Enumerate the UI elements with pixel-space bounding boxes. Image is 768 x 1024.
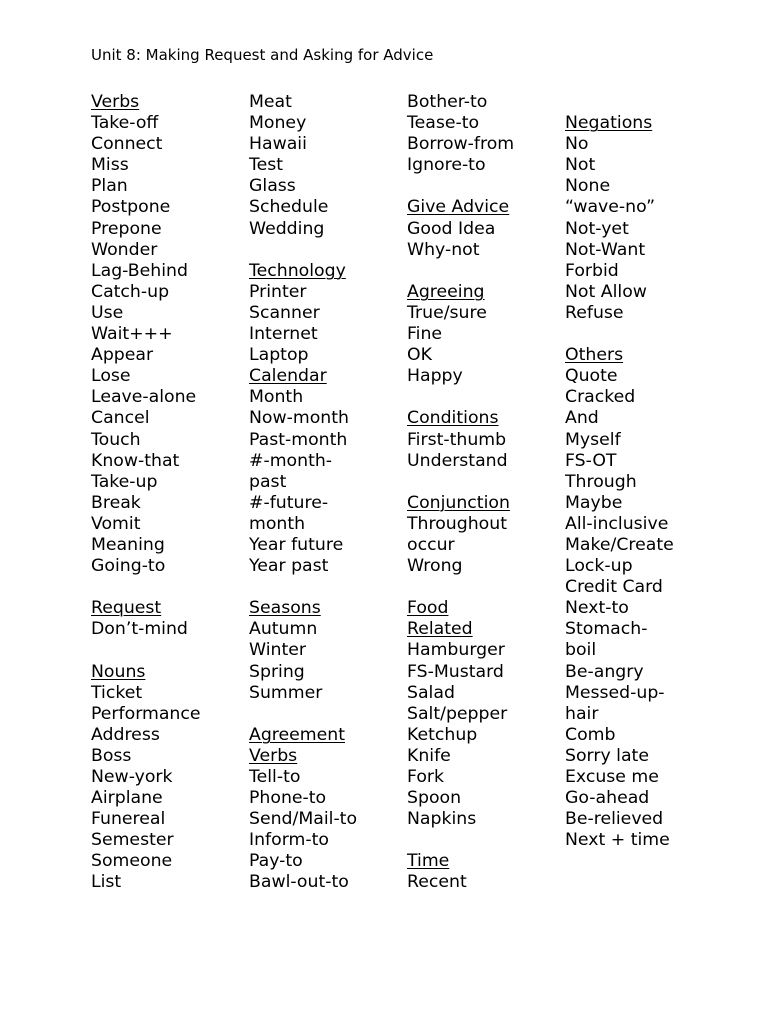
vocab-word: Vomit	[91, 513, 141, 534]
blank-line	[407, 577, 514, 598]
vocab-word: Napkins	[407, 809, 477, 830]
section-heading: Seasons	[249, 598, 321, 619]
vocab-word: Tease-to	[407, 113, 480, 134]
vocab-word: List	[91, 872, 122, 893]
vocab-word: Autumn	[249, 619, 318, 640]
vocab-word: Now-month	[249, 408, 349, 429]
vocab-word: Take-up	[91, 471, 158, 492]
vocab-word: Salt/pepper	[407, 703, 508, 724]
vocab-word: None	[565, 176, 611, 197]
vocab-word: Funereal	[91, 809, 166, 830]
vocab-word: month	[249, 513, 306, 534]
vocab-word: Catch-up	[91, 281, 170, 302]
blank-line	[407, 387, 514, 408]
vocab-word: First-thumb	[407, 429, 507, 450]
vocab-word: Glass	[249, 176, 296, 197]
vocab-word: Phone-to	[249, 788, 327, 809]
vocab-word: Laptop	[249, 345, 309, 366]
vocab-word: Ignore-to	[407, 155, 486, 176]
vocab-word: Bawl-out-to	[249, 872, 349, 893]
vocab-word: Lag-Behind	[91, 260, 188, 281]
vocab-word: Excuse me	[565, 767, 659, 787]
vocab-word: Not	[565, 155, 596, 176]
vocab-word: Take-off	[91, 113, 159, 134]
vocab-word: Don’t-mind	[91, 619, 188, 640]
vocab-word: “wave-no”	[565, 197, 656, 218]
section-heading: Food	[407, 598, 449, 619]
vocab-word: hair	[565, 703, 599, 724]
section-heading: Conjunction	[407, 492, 510, 513]
blank-line	[249, 240, 357, 261]
vocab-word: Inform-to	[249, 830, 329, 851]
vocab-word: Through	[565, 471, 637, 492]
blank-line	[249, 704, 357, 725]
vocab-word: Summer	[249, 682, 323, 703]
vocab-word: Year future	[249, 534, 344, 555]
section-heading: Conditions	[407, 408, 499, 429]
vocab-word: No	[565, 134, 589, 155]
vocab-word: Comb	[565, 724, 616, 745]
vocab-word: Wedding	[249, 218, 325, 239]
section-heading: Others	[565, 345, 624, 366]
vocab-word: Leave-alone	[91, 387, 197, 408]
vocab-word: Sorry late	[565, 745, 649, 766]
vocab-word: Why-not	[407, 239, 480, 260]
vocab-word: Go-ahead	[565, 788, 650, 809]
vocab-word: Knife	[407, 745, 451, 766]
vocab-column-4	[565, 92, 674, 851]
vocab-word: Next-to	[565, 598, 629, 619]
blank-line	[91, 640, 201, 661]
vocab-word: Tell-to	[249, 767, 301, 787]
vocab-word: Happy	[407, 366, 463, 387]
vocab-word: Plan	[91, 176, 128, 197]
vocab-word: Address	[91, 724, 160, 745]
vocab-word: FS-Mustard	[407, 661, 504, 682]
section-heading: Request	[91, 598, 162, 619]
section-heading: Calendar	[249, 366, 327, 387]
blank-line	[565, 92, 674, 113]
vocab-word: Not-Want	[565, 239, 646, 260]
vocab-word: Lose	[91, 366, 131, 387]
section-heading: Give Advice	[407, 197, 510, 218]
section-heading: Technology	[249, 260, 346, 281]
vocab-word: Hawaii	[249, 134, 307, 155]
vocab-word: Performance	[91, 703, 201, 724]
vocab-word: Fine	[407, 324, 443, 345]
blank-line	[407, 472, 514, 493]
vocab-word: True/sure	[407, 302, 487, 323]
section-heading: Verbs	[91, 92, 140, 112]
vocab-word: Connect	[91, 134, 163, 155]
vocab-word: Printer	[249, 281, 307, 302]
section-heading: Related	[407, 619, 473, 640]
vocab-word: Messed-up-	[565, 682, 665, 703]
vocab-word: Hamburger	[407, 640, 505, 661]
vocab-word: #-month-	[249, 450, 333, 471]
vocab-word: Salad	[407, 682, 455, 703]
vocab-word: FS-OT	[565, 450, 617, 471]
vocab-word: Past-month	[249, 429, 348, 450]
vocab-word: Ketchup	[407, 724, 478, 745]
blank-line	[91, 577, 201, 598]
vocab-word: Test	[249, 155, 284, 176]
vocab-word: Send/Mail-to	[249, 809, 358, 830]
vocab-word: Cancel	[91, 408, 150, 429]
vocab-word: Semester	[91, 830, 174, 851]
vocab-word: Throughout	[407, 513, 507, 534]
vocab-word: Wrong	[407, 556, 463, 577]
vocab-word: Credit Card	[565, 577, 663, 598]
section-heading: Agreement	[249, 724, 345, 745]
vocab-word: #-future-	[249, 492, 329, 513]
vocab-word: Not Allow	[565, 281, 647, 302]
vocab-word: Cracked	[565, 387, 636, 408]
vocab-word: Recent	[407, 872, 467, 893]
vocab-word: Appear	[91, 345, 154, 366]
vocab-word: Break	[91, 492, 141, 513]
vocab-word: Spoon	[407, 788, 462, 809]
vocab-word: Money	[249, 113, 307, 134]
vocab-word: Internet	[249, 324, 318, 345]
vocab-word: Prepone	[91, 218, 162, 239]
vocab-word: Borrow-from	[407, 134, 515, 155]
vocab-word: Understand	[407, 450, 508, 471]
vocab-word: Year past	[249, 556, 329, 577]
vocab-word: Scanner	[249, 302, 320, 323]
vocab-word: Myself	[565, 429, 621, 450]
section-heading: Verbs	[249, 745, 298, 766]
vocab-word: Miss	[91, 155, 129, 176]
vocab-word: Quote	[565, 366, 618, 387]
blank-line	[407, 261, 514, 282]
vocab-word: Spring	[249, 661, 305, 682]
vocab-word: Airplane	[91, 788, 163, 809]
vocab-word: Stomach-	[565, 619, 648, 640]
section-heading: Negations	[565, 113, 653, 134]
vocab-word: Wonder	[91, 239, 158, 260]
vocab-word: Use	[91, 302, 124, 323]
vocab-column-1	[91, 92, 201, 894]
vocab-word: Schedule	[249, 197, 329, 218]
vocab-word: Fork	[407, 767, 445, 787]
vocab-word: Good Idea	[407, 218, 496, 239]
vocab-word: Postpone	[91, 197, 171, 218]
vocab-word: Bother-to	[407, 92, 488, 112]
vocab-word: OK	[407, 345, 432, 366]
vocab-word: Touch	[91, 429, 141, 450]
vocab-word: And	[565, 408, 599, 429]
section-heading: Nouns	[91, 661, 146, 682]
section-heading: Time	[407, 851, 450, 872]
vocab-word: Meat	[249, 92, 292, 112]
page-title: Unit 8: Making Request and Asking for Advice	[91, 46, 434, 64]
vocab-word: Lock-up	[565, 556, 633, 577]
vocab-word: Going-to	[91, 556, 166, 577]
vocab-word: All-inclusive	[565, 513, 669, 534]
vocab-word: Wait+++	[91, 324, 173, 345]
vocab-word: Someone	[91, 851, 173, 872]
blank-line	[565, 324, 674, 345]
section-heading: Agreeing	[407, 281, 485, 302]
vocab-column-3	[407, 92, 514, 894]
vocab-word: Boss	[91, 745, 132, 766]
vocab-word: New-york	[91, 767, 173, 787]
vocab-word: Winter	[249, 640, 306, 661]
vocab-word: Month	[249, 387, 304, 408]
vocab-column-2	[249, 92, 357, 894]
vocab-word: Make/Create	[565, 534, 674, 555]
blank-line	[407, 176, 514, 197]
vocab-word: Refuse	[565, 302, 624, 323]
vocab-word: occur	[407, 534, 455, 555]
vocab-word: boil	[565, 640, 597, 661]
blank-line	[407, 830, 514, 851]
vocab-word: Next + time	[565, 830, 670, 851]
vocab-word: Be-angry	[565, 661, 644, 682]
vocab-word: Maybe	[565, 492, 623, 513]
vocab-word: Ticket	[91, 682, 143, 703]
vocab-word: Forbid	[565, 260, 619, 281]
vocab-word: Be-relieved	[565, 809, 664, 830]
vocab-word: Meaning	[91, 534, 165, 555]
vocab-word: Not-yet	[565, 218, 629, 239]
vocab-word: Pay-to	[249, 851, 303, 872]
vocab-word: past	[249, 471, 287, 492]
vocab-word: Know-that	[91, 450, 180, 471]
blank-line	[249, 577, 357, 598]
